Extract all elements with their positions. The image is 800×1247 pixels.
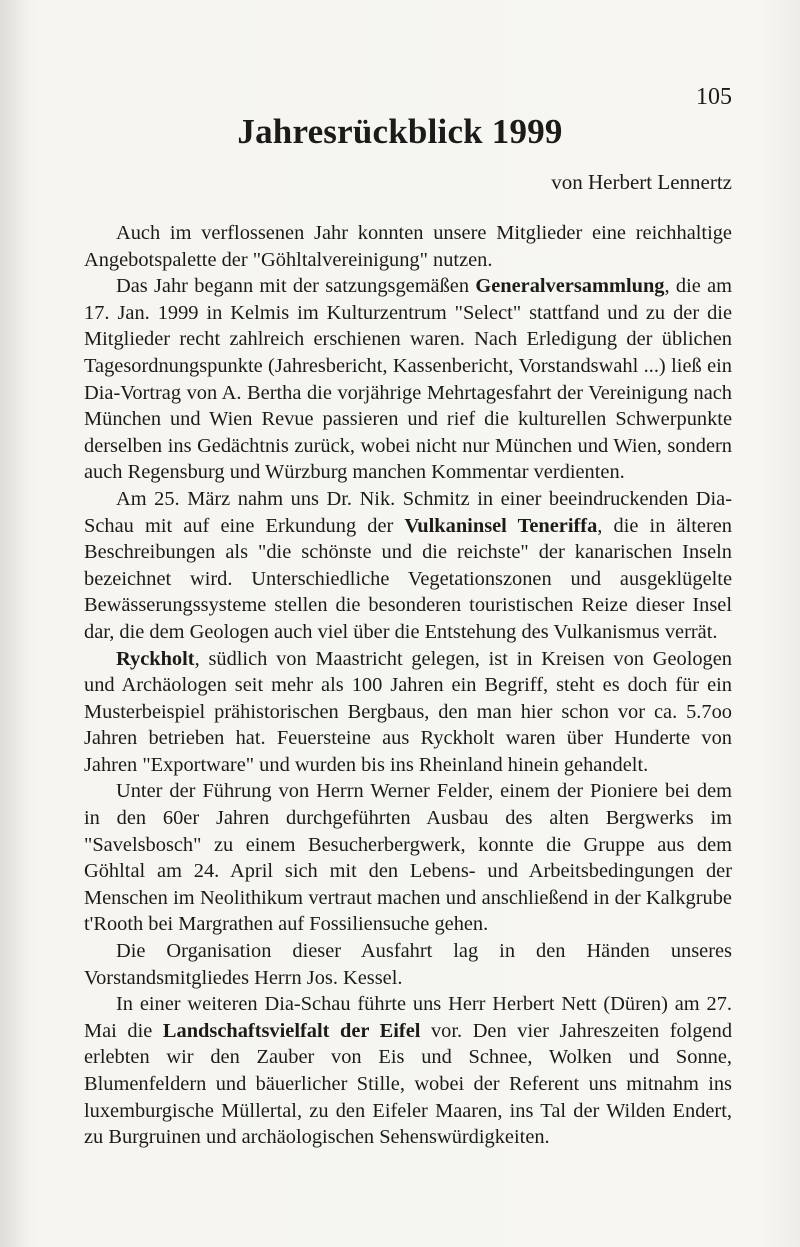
body-paragraph: [84, 486, 732, 646]
body-paragraph: [84, 273, 732, 486]
paragraph-text: , die am 17. Jan. 1999 in Kelmis im Kulturzentrum "Select" stattfand und zu der die Mitglieder recht zahlreich erschienen waren. Nach Erledigung der üblichen Tagesordnungspunkte (Jahresbericht, Kassenbericht, Vorstandswahl ...) ließ ein Dia-Vortrag von A. Bertha die vorjährige Mehrtagesfahrt der Vereinigung nach München und Wien Revue passieren und rief die kulturellen Schwerpunkte derselben ins Gedächtnis zurück, wobei nicht nur München und Wien, sondern auch Regensburg und Würzburg manchen Kommentar verdienten.: [84, 275, 732, 484]
paragraph-text: Auch im verflossenen Jahr konnten unsere Mitglieder eine reichhaltige Angebotspalette der "Göhltalvereinigung" nutzen.: [84, 222, 732, 271]
body-paragraph: [84, 220, 732, 273]
page-gutter-shadow: [0, 0, 28, 1247]
bold-term: Vulkaninsel Teneriffa: [404, 514, 598, 537]
paragraph-text: vor. Den vier Jahreszeiten folgend erlebten wir den Zauber von Eis und Schnee, Wolken und Sonne, Blumenfeldern und bäuerlicher Stille, wobei der Referent uns mitnahm ins luxemburgische Müllertal, zu den Eifeler Maaren, ins Tal der Wilden Endert, zu Burgruinen und archäologischen Sehenswürdigkeiten.: [84, 1019, 733, 1149]
paragraph-text: Das Jahr begann mit der satzungsgemäßen: [116, 275, 476, 298]
body-paragraph: [84, 646, 732, 779]
article-author: von Herbert Lennertz: [551, 170, 732, 194]
paragraph-text: In einer weiteren Dia-Schau führte uns Herr Herbert Nett (Düren) am 27. Mai die: [84, 993, 732, 1042]
bold-term: Landschaftsvielfalt der Eifel: [162, 1019, 421, 1042]
paragraph-text: Unter der Führung von Herrn Werner Felder, einem der Pioniere bei dem in den 60er Jahren durchgeführten Ausbau des alten Bergwerks im "Savelsbosch" zu einem Besucherbergwerk, konnte die Gruppe aus dem Göhltal am 24. April sich mit den Lebens- und Arbeitsbedingungen der Menschen im Neolithikum vertraut machen und anschließend in der Kalkgrube t'Rooth bei Margrathen auf Fossiliensuche gehen.: [84, 780, 732, 936]
paragraph-text: Am 25. März nahm uns Dr. Nik. Schmitz in einer beeindruckenden Dia-Schau mit auf eine Erkundung der: [84, 487, 732, 537]
body-paragraph: [84, 778, 732, 938]
bold-term: Ryckholt: [116, 647, 195, 670]
article-title: Jahresrückblick 1999: [237, 112, 563, 151]
paragraph-text: Die Organisation dieser Ausfahrt lag in den Händen unseres Vorstandsmitgliedes Herrn Jos. Kessel.: [84, 940, 732, 989]
paragraph-text: , die in älteren Beschreibungen als "die schönste und die reichste" der kanarischen Inseln bezeichnet wird. Unterschiedliche Vegetationszonen und ausgeklügelte Bewässerungssysteme stellen die besonderen touristischen Reize dieser Insel dar, die dem Geologen auch viel über die Entstehung des Vulkanismus verrät.: [84, 514, 732, 643]
article-body: [84, 220, 732, 1151]
paragraph-text: , südlich von Maastricht gelegen, ist in Kreisen von Geologen und Archäologen seit mehr als 100 Jahren ein Begriff, steht es doch für ein Musterbeispiel prähistorischen Bergbaus, den man hier schon vor ca. 5.7oo Jahren betrieben hat. Feuersteine aus Ryckholt waren über Hunderte von Jahren "Exportware" und wurden bis ins Rheinland hinein gehandelt.: [84, 647, 732, 776]
body-paragraph: [84, 938, 732, 991]
body-paragraph: [84, 991, 732, 1151]
bold-term: Generalversammlung: [475, 275, 665, 298]
page-number: 105: [696, 84, 732, 110]
